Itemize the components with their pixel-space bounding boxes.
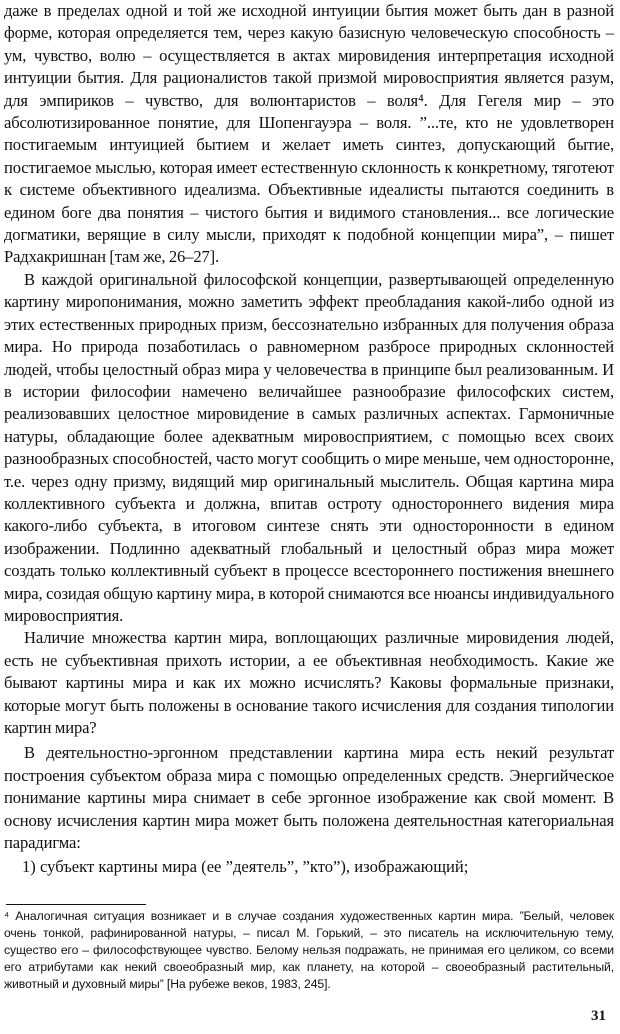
page-number: 31 bbox=[591, 1008, 606, 1024]
footnote-divider bbox=[6, 904, 146, 905]
paragraph-4: В деятельностно-эргонном представлении картина мира есть некий результат построения субъектом образа мира с помощью определенных средств. Энергийческое понимание картины мира снимает в себе эргонное изображение как свой момент. В основу исчисления картин мира может быть положена деятельностная категориальная парадигма: bbox=[4, 743, 614, 853]
paragraph-2: В каждой оригинальной философской концепции, развертывающей определенную картину миропонимания, можно заметить эффект преобладания какой-либо одной из этих естественных природных призм, бессознательно избранных для получения образа мира. Но природа позаботилась о равномерном разбросе природных склонностей людей, чтобы целостный образ мира у человечества в принципе был реализованным. И в истории философии намечено величайшее разнообразие философских систем, реализовавших целостное мировидение в самых различных аспектах. Гармоничные натуры, обладающие более адекватным мировосприятием, с помощью всех своих разнообразных способностей, часто могут сообщить о мире меньше, чем односторонне, т.е. через одну призму, видящий мир оригинальный мыслитель. Общая картина мира коллективного субъекта и должна, впитав остроту одностороннего видения мира какого-либо субъекта, в итоговом синтезе снять эти односторонности в едином изображении. Подлинно адекватный глобальный и целостный образ мира может создать только коллективный субъект в процессе всестороннего постижения внешнего мира, созидая общую картину мира, в которой снимаются все нюансы индивидуального мировосприятия. bbox=[4, 269, 614, 625]
paragraph-3: Наличие множества картин мира, воплощающих различные мировидения людей, есть не субъективная прихоть истории, а ее объективная необходимость. Какие же бывают картины мира и как их можно исчислять? Каковы формальные признаки, которые могут быть положены в основание такого исчисления для создания типологии картин мира? bbox=[4, 628, 614, 737]
main-text bbox=[4, 0, 614, 879]
list-item-1: 1) субъект картины мира (ее ”деятель”, ”кто”), изображающий; bbox=[22, 857, 469, 877]
footnote-4: ⁴ Аналогичная ситуация возникает и в случае создания художественных картин мира. ”Белый, человек очень тонкой, рафинированной натуры, – писал М. Горький, – это писатель на исключительную тему, существо его – философствующее чувство. Белому нельзя подражать, не принимая его целиком, со всеми его атрибутами как некий своеобразный мир, как планету, на которой – своеобразный растительный, животный и духовный миры” [На рубеже веков, 1983, 245]. bbox=[4, 909, 614, 991]
paragraph-1: даже в пределах одной и той же исходной интуиции бытия может быть дан в разной форме, которая определяется тем, через какую базисную человеческую способность – ум, чувство, волю – осуществляется в актах мировидения интерпретация исходной интуиции бытия. Для рационалистов такой призмой мировосприятия является разум, для эмпириков – чувство, для волюнтаристов – воля⁴. Для Гегеля мир – это абсолютизированное понятие, для Шопенгауэра – воля. ”...те, кто не удовлетворен постигаемым интуицией бытием и желает иметь синтез, допускающий бытие, постигаемое мыслью, которая имеет естественную склонность к конкретному, тяготеют к системе объективного идеализма. Объективные идеалисты пытаются соединить в едином боге два понятия – чистого бытия и видимого становления... все логические догматики, верящие в силу мысли, приходят к подобной концепции мира”, – пишет Радхакришнан [там же, 26–27]. bbox=[4, 1, 614, 267]
